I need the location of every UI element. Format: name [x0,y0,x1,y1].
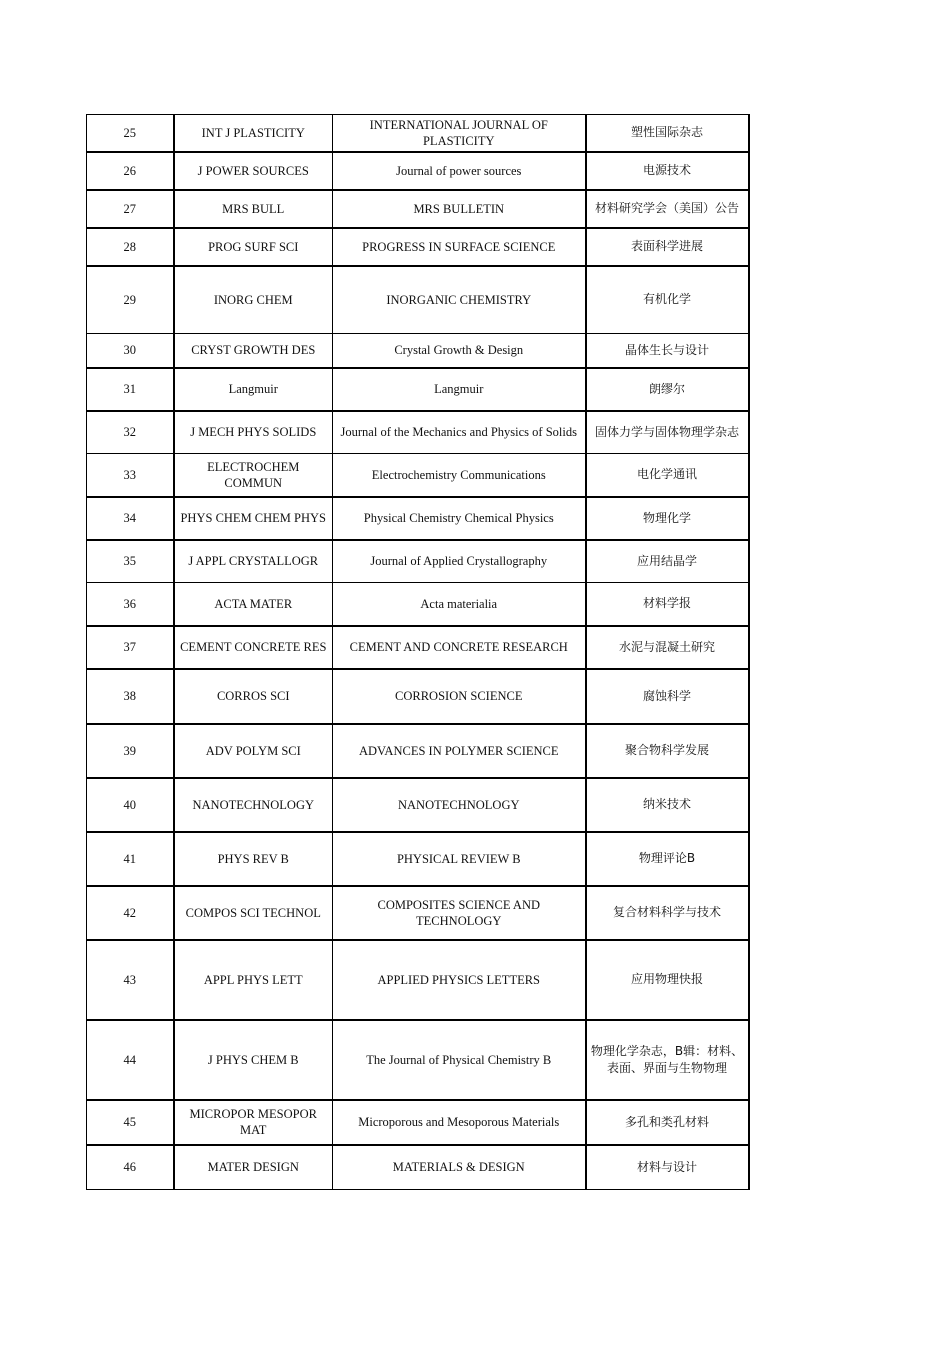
full-title-cell: Electrochemistry Communications [333,454,586,497]
table-row [87,940,749,1020]
table-row [87,411,749,454]
table-row [87,540,749,583]
chinese-title-cell: 表面科学进展 [586,228,749,266]
row-number-cell: 33 [87,454,174,497]
table-row [87,115,749,152]
chinese-title-cell: 纳米技术 [586,778,749,832]
chinese-title-cell: 物理化学 [586,497,749,540]
full-title-cell: PROGRESS IN SURFACE SCIENCE [333,228,586,266]
table-row [87,1020,749,1100]
full-title-cell: ADVANCES IN POLYMER SCIENCE [333,724,586,778]
full-title-cell: Journal of power sources [333,152,586,190]
abbreviation-cell: INT J PLASTICITY [174,115,333,152]
table-row [87,368,749,411]
chinese-title-cell: 材料与设计 [586,1145,749,1190]
full-title-cell: APPLIED PHYSICS LETTERS [333,940,586,1020]
abbreviation-cell: J POWER SOURCES [174,152,333,190]
chinese-title-cell: 电化学通讯 [586,454,749,497]
table-row [87,454,749,497]
abbreviation-cell: PHYS REV B [174,832,333,886]
row-number-cell: 38 [87,669,174,724]
journal-table-body [87,115,749,1190]
abbreviation-cell: INORG CHEM [174,266,333,334]
row-number-cell: 40 [87,778,174,832]
full-title-cell: CEMENT AND CONCRETE RESEARCH [333,626,586,669]
abbreviation-cell: ACTA MATER [174,583,333,626]
abbreviation-cell: NANOTECHNOLOGY [174,778,333,832]
row-number-cell: 36 [87,583,174,626]
table-row [87,266,749,334]
abbreviation-cell: ADV POLYM SCI [174,724,333,778]
table-row [87,152,749,190]
full-title-cell: The Journal of Physical Chemistry B [333,1020,586,1100]
table-row [87,334,749,368]
table-row [87,724,749,778]
table-row [87,669,749,724]
full-title-cell: PHYSICAL REVIEW B [333,832,586,886]
abbreviation-cell: MICROPOR MESOPOR MAT [174,1100,333,1145]
row-number-cell: 30 [87,334,174,368]
row-number-cell: 44 [87,1020,174,1100]
table-row [87,886,749,940]
chinese-title-cell: 腐蚀科学 [586,669,749,724]
row-number-cell: 45 [87,1100,174,1145]
full-title-cell: CORROSION SCIENCE [333,669,586,724]
journal-table [86,114,750,1190]
chinese-title-cell: 复合材料科学与技术 [586,886,749,940]
chinese-title-cell: 固体力学与固体物理学杂志 [586,411,749,454]
chinese-title-cell: 水泥与混凝土研究 [586,626,749,669]
chinese-title-cell: 物理评论B [586,832,749,886]
row-number-cell: 26 [87,152,174,190]
full-title-cell: Journal of Applied Crystallography [333,540,586,583]
full-title-cell: MATERIALS & DESIGN [333,1145,586,1190]
full-title-cell: Crystal Growth & Design [333,334,586,368]
abbreviation-cell: CEMENT CONCRETE RES [174,626,333,669]
abbreviation-cell: Langmuir [174,368,333,411]
abbreviation-cell: PROG SURF SCI [174,228,333,266]
chinese-title-cell: 电源技术 [586,152,749,190]
chinese-title-cell: 朗缪尔 [586,368,749,411]
row-number-cell: 37 [87,626,174,669]
row-number-cell: 39 [87,724,174,778]
abbreviation-cell: J MECH PHYS SOLIDS [174,411,333,454]
full-title-cell: Langmuir [333,368,586,411]
row-number-cell: 35 [87,540,174,583]
table-row [87,1100,749,1145]
row-number-cell: 32 [87,411,174,454]
row-number-cell: 46 [87,1145,174,1190]
row-number-cell: 43 [87,940,174,1020]
chinese-title-cell: 材料研究学会（美国）公告 [586,190,749,228]
table-row [87,228,749,266]
full-title-cell: COMPOSITES SCIENCE AND TECHNOLOGY [333,886,586,940]
table-row [87,583,749,626]
chinese-title-cell: 聚合物科学发展 [586,724,749,778]
full-title-cell: Acta materialia [333,583,586,626]
chinese-title-cell: 应用物理快报 [586,940,749,1020]
chinese-title-cell: 材料学报 [586,583,749,626]
full-title-cell: Physical Chemistry Chemical Physics [333,497,586,540]
abbreviation-cell: MATER DESIGN [174,1145,333,1190]
abbreviation-cell: CORROS SCI [174,669,333,724]
abbreviation-cell: MRS BULL [174,190,333,228]
full-title-cell: MRS BULLETIN [333,190,586,228]
row-number-cell: 29 [87,266,174,334]
table-row [87,1145,749,1190]
table-row [87,626,749,669]
full-title-cell: Journal of the Mechanics and Physics of Solids [333,411,586,454]
table-row [87,832,749,886]
row-number-cell: 28 [87,228,174,266]
table-row [87,190,749,228]
table-row [87,778,749,832]
chinese-title-cell: 塑性国际杂志 [586,115,749,152]
abbreviation-cell: J APPL CRYSTALLOGR [174,540,333,583]
full-title-cell: NANOTECHNOLOGY [333,778,586,832]
row-number-cell: 31 [87,368,174,411]
abbreviation-cell: APPL PHYS LETT [174,940,333,1020]
chinese-title-cell: 物理化学杂志，B辑：材料、表面、界面与生物物理 [586,1020,749,1100]
row-number-cell: 27 [87,190,174,228]
abbreviation-cell: J PHYS CHEM B [174,1020,333,1100]
row-number-cell: 42 [87,886,174,940]
row-number-cell: 41 [87,832,174,886]
full-title-cell: INORGANIC CHEMISTRY [333,266,586,334]
chinese-title-cell: 有机化学 [586,266,749,334]
chinese-title-cell: 应用结晶学 [586,540,749,583]
chinese-title-cell: 多孔和类孔材料 [586,1100,749,1145]
full-title-cell: INTERNATIONAL JOURNAL OF PLASTICITY [333,115,586,152]
row-number-cell: 25 [87,115,174,152]
abbreviation-cell: COMPOS SCI TECHNOL [174,886,333,940]
abbreviation-cell: CRYST GROWTH DES [174,334,333,368]
row-number-cell: 34 [87,497,174,540]
table-row [87,497,749,540]
full-title-cell: Microporous and Mesoporous Materials [333,1100,586,1145]
chinese-title-cell: 晶体生长与设计 [586,334,749,368]
abbreviation-cell: PHYS CHEM CHEM PHYS [174,497,333,540]
abbreviation-cell: ELECTROCHEM COMMUN [174,454,333,497]
